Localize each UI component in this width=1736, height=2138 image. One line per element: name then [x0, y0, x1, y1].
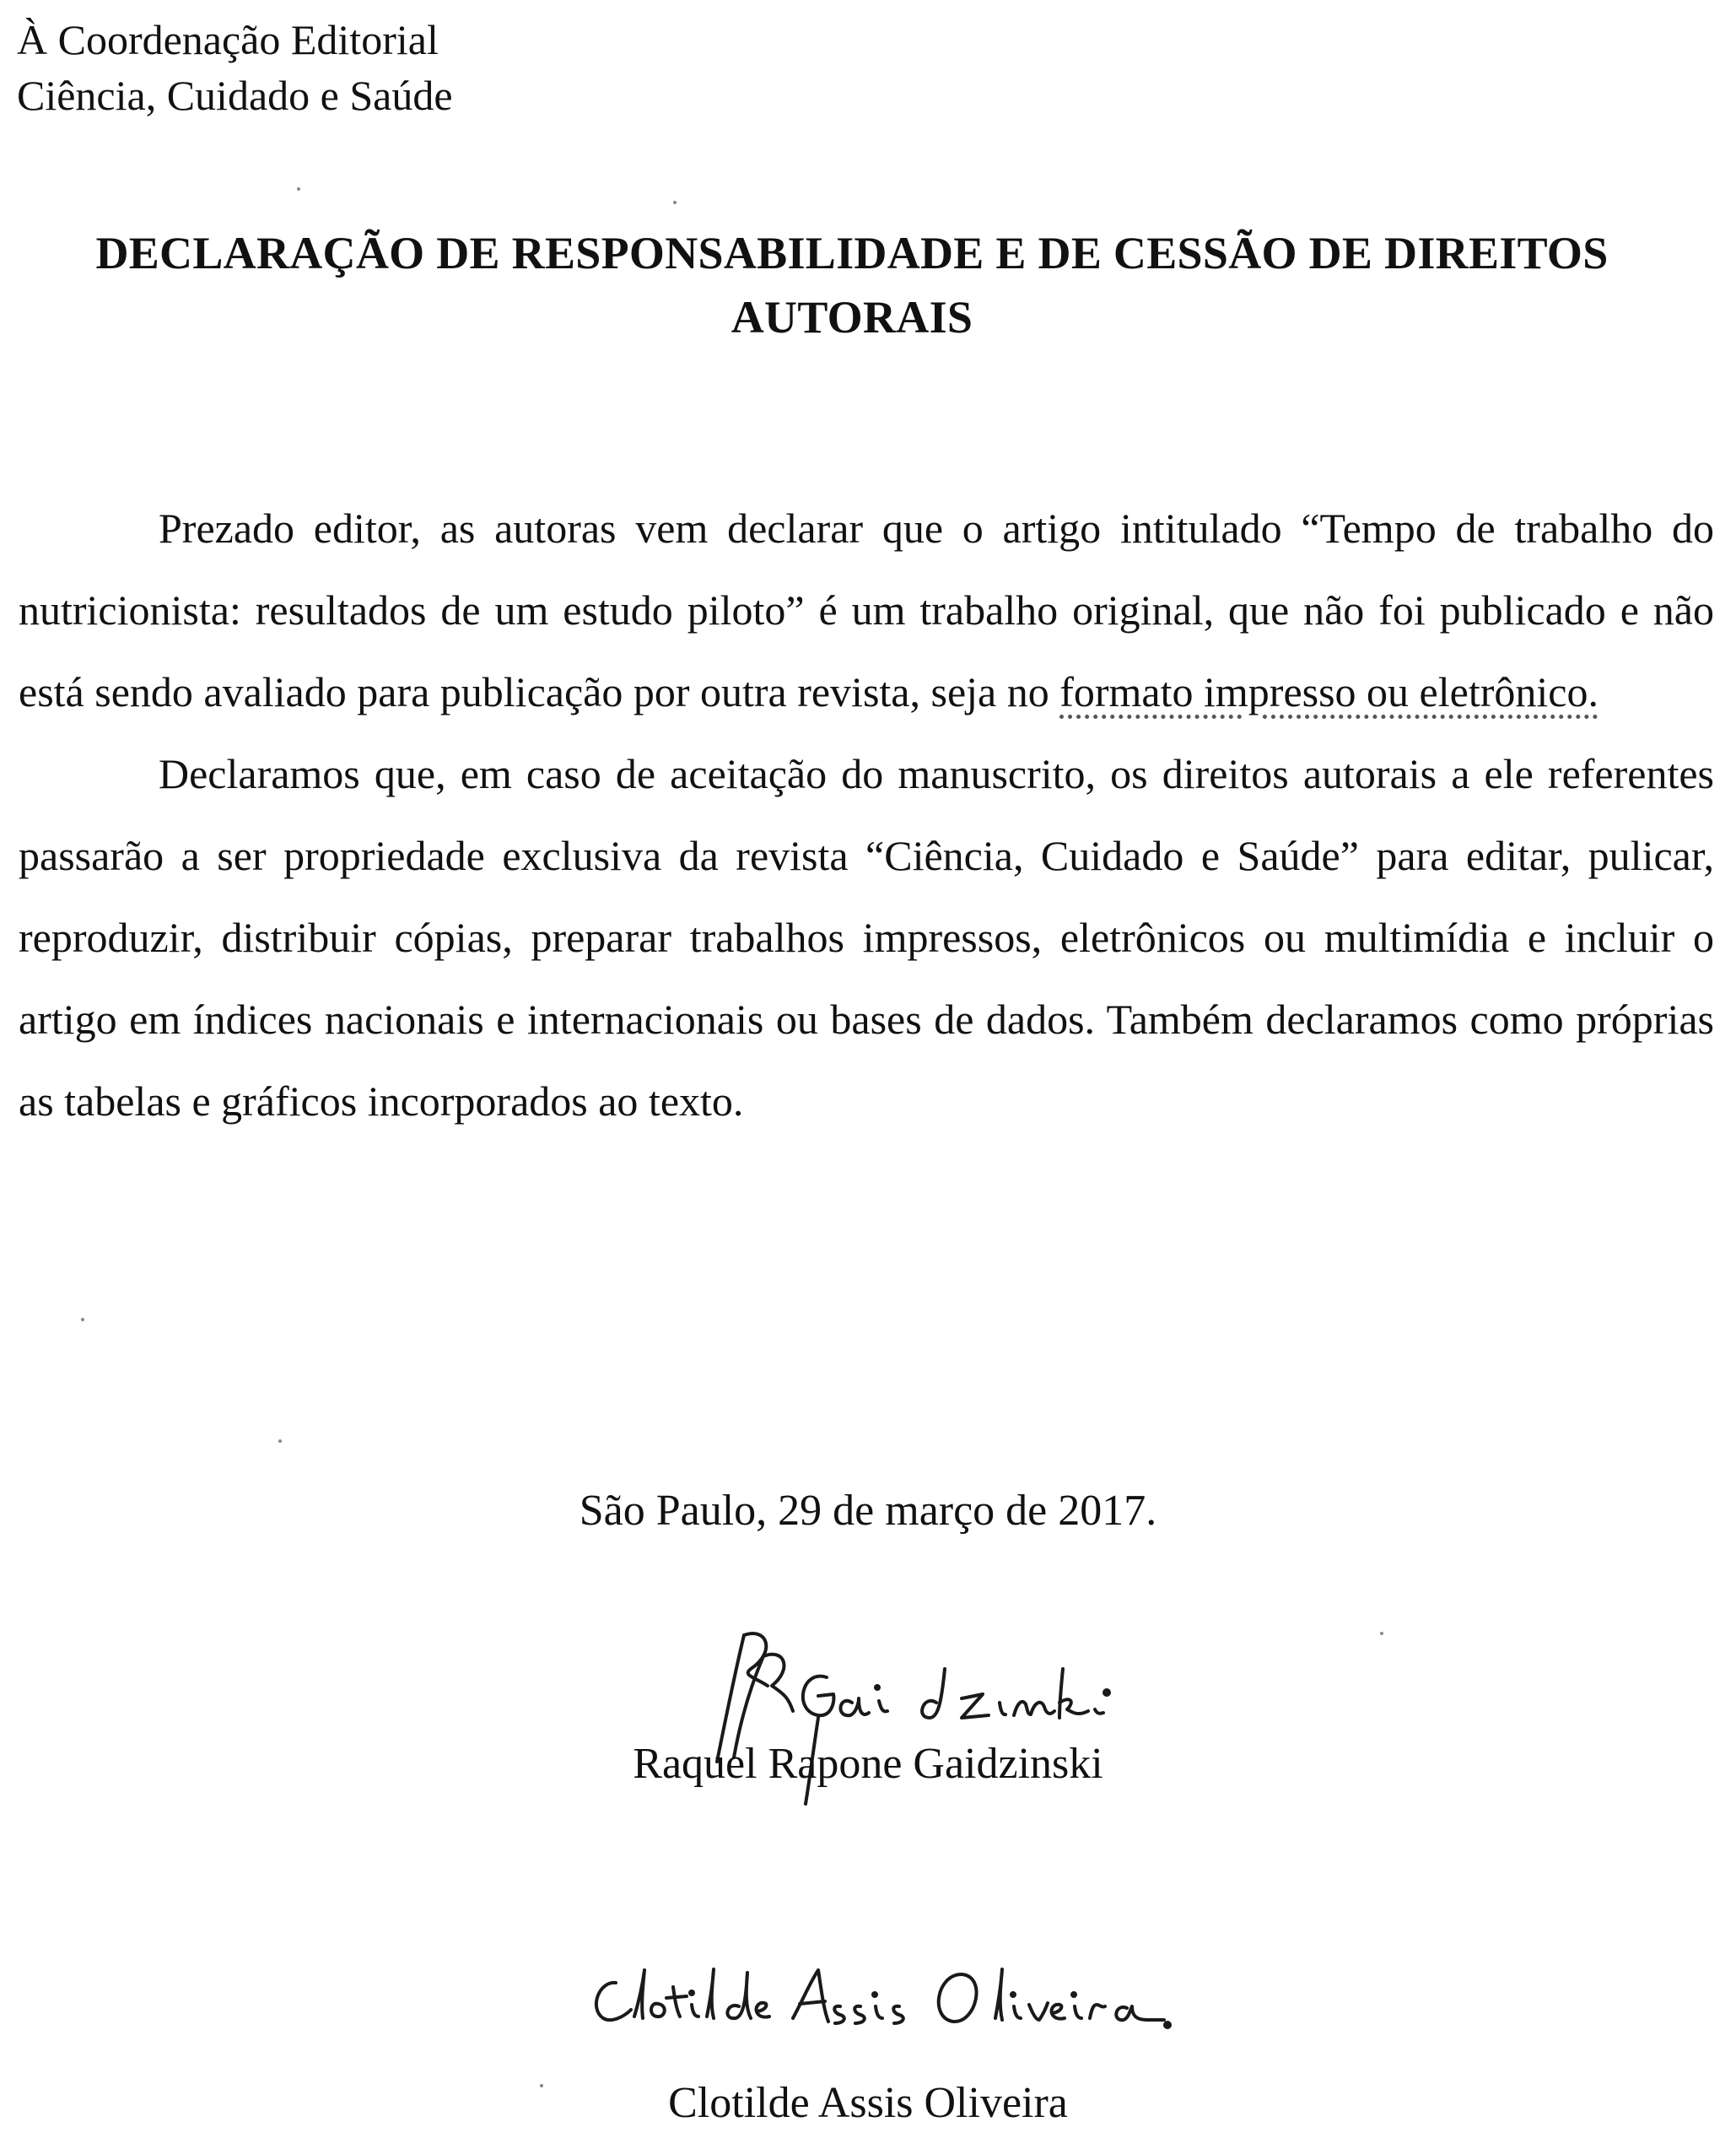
- signature-clotilde: [582, 1957, 1173, 2050]
- scan-speck: [81, 1318, 84, 1321]
- paragraph-1: [19, 488, 1714, 733]
- scan-speck: [278, 1439, 282, 1443]
- addressee-line-2: Ciência, Cuidado e Saúde: [17, 72, 453, 119]
- declaration-body: [19, 488, 1714, 1142]
- paragraph-2: Declaramos que, em caso de aceitação do manuscrito, os direitos autorais a ele referentes passarão a ser propriedade exclusiva da revista “Ciência, Cuidado e Saúde” para editar, pulicar, reproduzir, distribuir cópias, preparar trabalhos impressos, eletrônicos ou multimídia e incluir o artigo em índices nacionais e internacionais ou bases de dados. Também declaramos como próprias as tabelas e gráficos incorporados ao texto.: [19, 750, 1714, 1125]
- signatory-name-1: Raquel Rapone Gaidzinski: [633, 1740, 1103, 1788]
- paragraph-1-end: formato impresso ou eletrônico.: [1059, 668, 1599, 715]
- paragraph-1-main: Prezado editor, as autoras vem declarar que o artigo intitulado “Tempo de trabalho do nutricionista: resultados de um estudo piloto” é um trabalho original, que não foi publicado e não está sendo avaliado para publicação por outra revista, seja no: [19, 505, 1714, 715]
- document-title: [51, 221, 1653, 349]
- scan-speck: [540, 2084, 543, 2087]
- signatory-name-2: Clotilde Assis Oliveira: [668, 2079, 1068, 2127]
- addressee-line-1: À Coordenação Editorial: [17, 16, 439, 63]
- scan-speck: [1380, 1632, 1383, 1635]
- place-and-date: São Paulo, 29 de março de 2017.: [579, 1487, 1157, 1535]
- title-line-2: AUTORAIS: [731, 292, 973, 343]
- scan-speck: [673, 201, 677, 204]
- title-line-1: DECLARAÇÃO DE RESPONSABILIDADE E DE CESSÃO DE DIREITOS: [95, 228, 1609, 278]
- addressee-block: [17, 12, 453, 123]
- scan-speck: [297, 187, 300, 191]
